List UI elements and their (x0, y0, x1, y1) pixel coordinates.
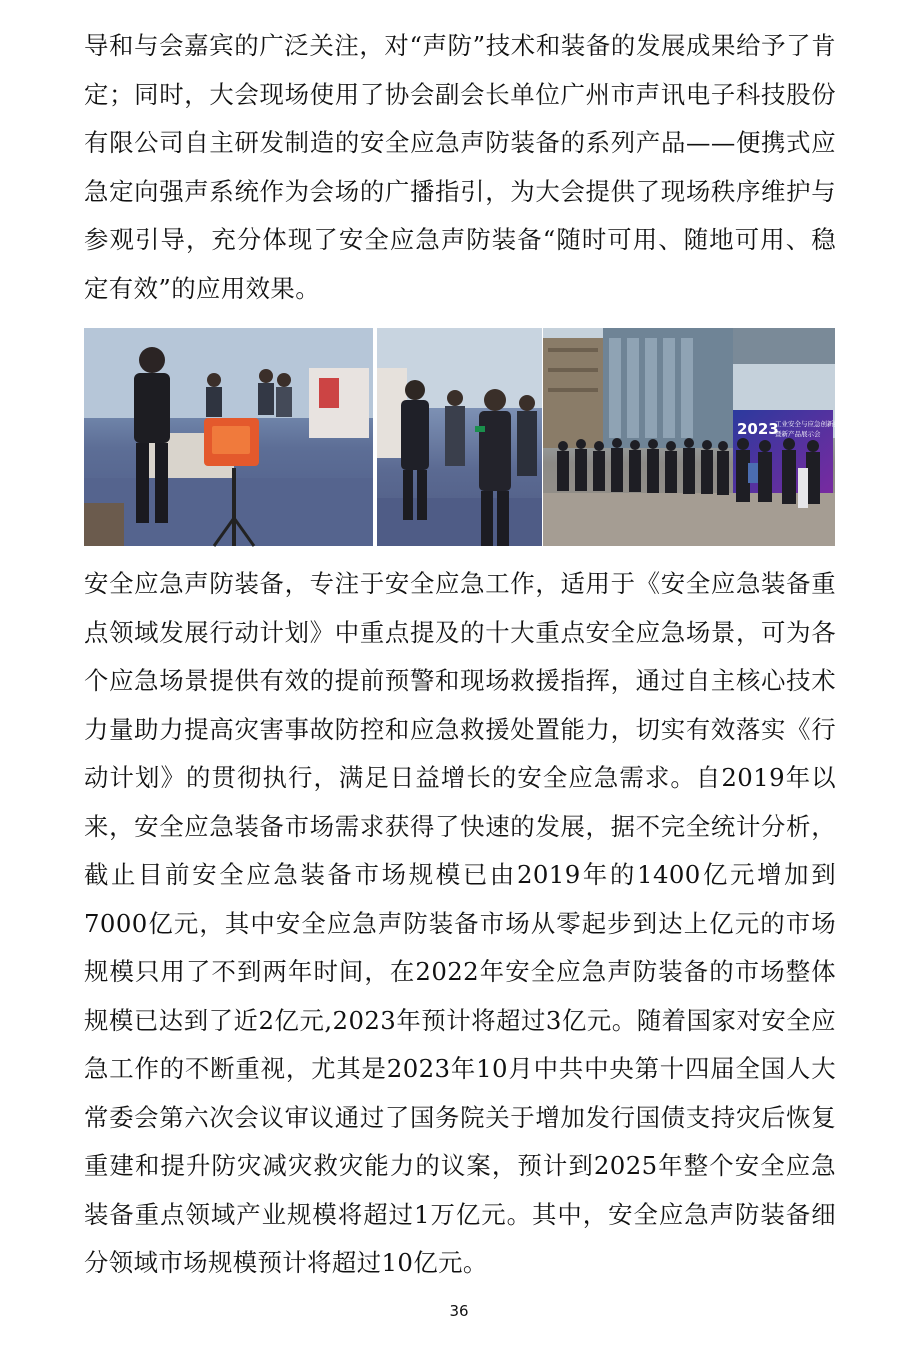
paragraph-1: 导和与会嘉宾的广泛关注，对“声防”技术和装备的发展成果给予了肯定；同时，大会现场使用了协会副会长单位广州市声讯电子科技股份有限公司自主研发制造的安全应急声防装备的系列产品——便携式应急定向强声系统作为会场的广播指引，为大会提供了现场秩序维护与参观引导，充分体现了安全应急声防装备“随时可用、随地可用、稳定有效”的应用效果。 (84, 31, 836, 303)
photo-guests-viewing (377, 328, 542, 546)
photo-group-outside-venue (543, 328, 847, 546)
photo-strip (84, 328, 847, 546)
booth-scene-illustration (84, 328, 373, 546)
venue-scene-illustration (543, 328, 847, 546)
banner-year: 2023 (737, 420, 779, 438)
banner-title: 工业安全与应急创新技术 (775, 420, 847, 428)
banner-subtitle: 暨新产品展示会 (775, 430, 821, 438)
page-number: 36 (449, 1302, 469, 1320)
photo-exhibition-booth (84, 328, 373, 546)
paragraph-2: 安全应急声防装备，专注于安全应急工作，适用于《安全应急装备重点领域发展行动计划》中重点提及的十大重点安全应急场景，可为各个应急场景提供有效的提前预警和现场救援指挥，通过自主核心技术力量助力提高灾害事故防控和应急救援处置能力，切实有效落实《行动计划》的贯彻执行，满足日益增长的安全应急需求。自2019年以来，安全应急装备市场需求获得了快速的发展，据不完全统计分析，截止目前安全应急装备市场规模已由2019年的1400亿元增加到7000亿元，其中安全应急声防装备市场从零起步到达上亿元的市场规模只用了不到两年时间，在2022年安全应急声防装备的市场整体规模已达到了近2亿元,2023年预计将超过3亿元。随着国家对安全应急工作的不断重视，尤其是2023年10月中共中央第十四届全国人大常委会第六次会议审议通过了国务院关于增加发行国债支持灾后恢复重建和提升防灾减灾救灾能力的议案，预计到2025年整个安全应急装备重点领域产业规模将超过1万亿元。其中，安全应急声防装备细分领域市场规模预计将超过10亿元。 (84, 569, 836, 1277)
guests-scene-illustration (377, 328, 542, 546)
